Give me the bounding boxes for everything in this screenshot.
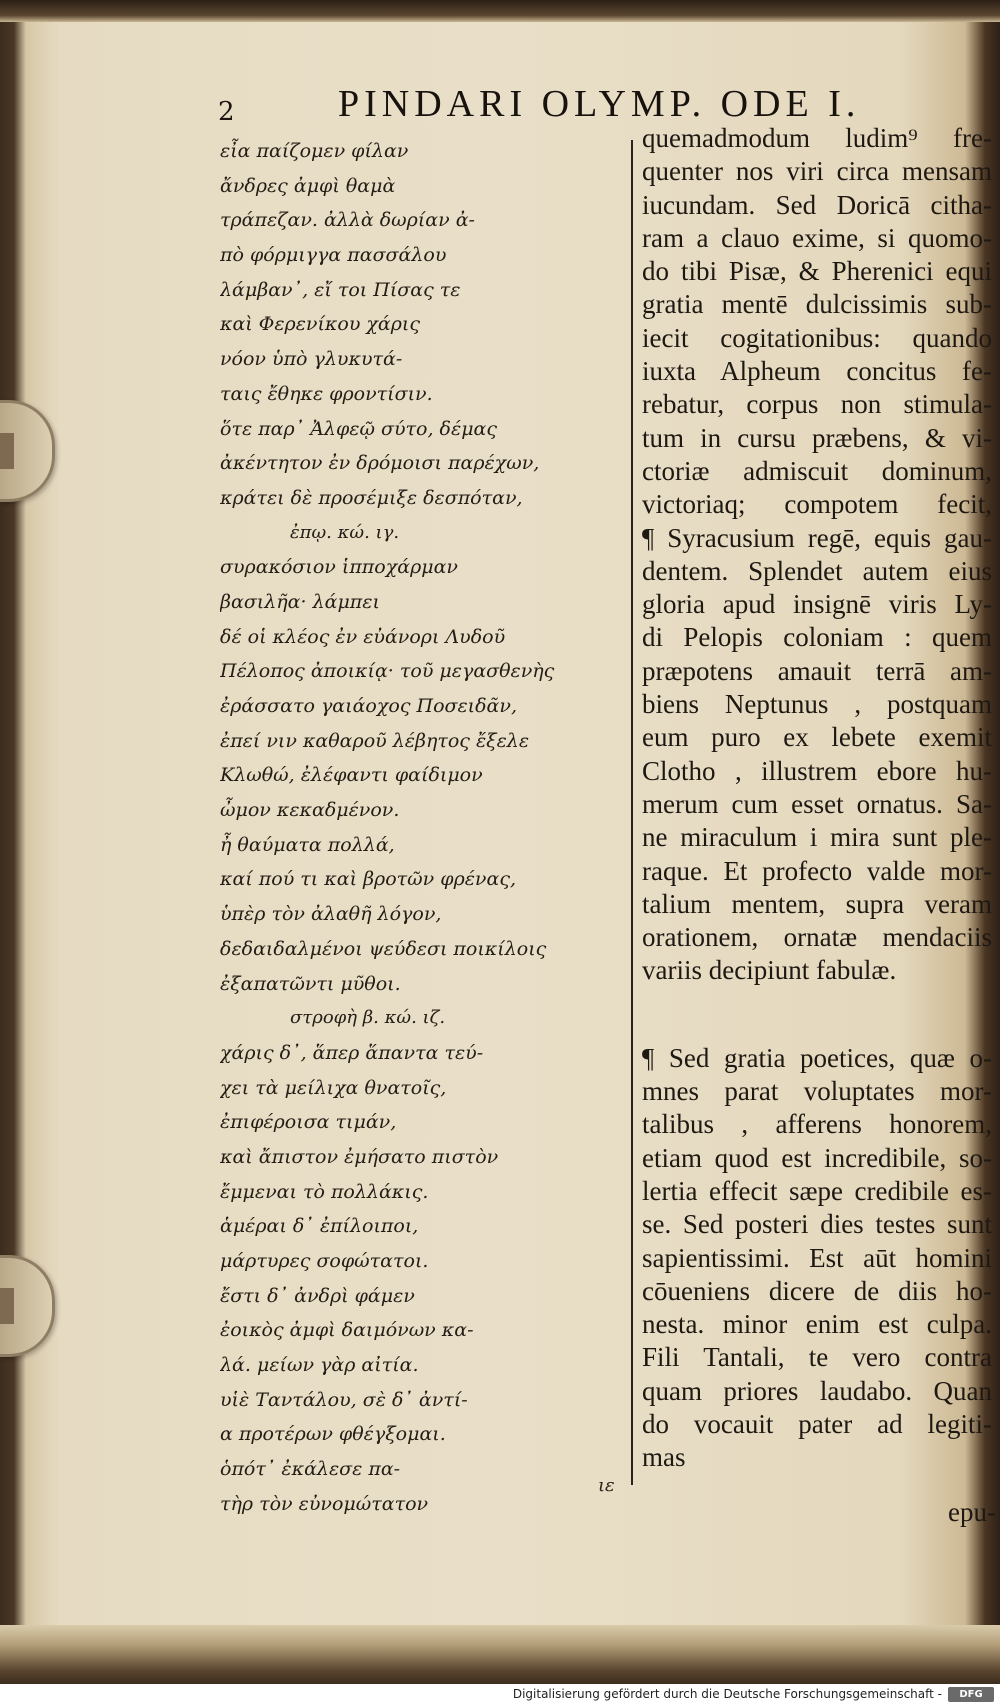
greek-line: ταις ἔθηκε φροντίσιν. xyxy=(220,382,433,405)
latin-line: variis decipiunt fabulæ. xyxy=(642,955,897,986)
latin-line: iuxta Alpheum concitus fe- xyxy=(642,356,992,387)
latin-line: mas xyxy=(642,1442,686,1473)
latin-line: eum puro ex lebete exemit xyxy=(642,722,992,753)
paragraph-gap xyxy=(642,988,992,1042)
greek-line: ὅτε παρ᾽ Ἀλφεῷ σύτο, δέμας xyxy=(220,417,498,440)
latin-line: cōueniens dicere de diis ho- xyxy=(642,1275,992,1306)
latin-line: Fili Tantali, te vero contra xyxy=(642,1342,992,1373)
greek-line: δέ οἱ κλέος ἐν εὐάνορι Λυδοῦ xyxy=(220,625,506,648)
book-top-edge xyxy=(0,0,1000,22)
latin-line: dentem. Splendet autem eius xyxy=(642,555,992,586)
page-number: 2 xyxy=(218,97,235,127)
binding-clasp-top xyxy=(0,400,55,502)
greek-line: χάρις δ᾽, ἅπερ ἅπαντα τεύ- xyxy=(220,1041,484,1064)
greek-line: ἔμμεναι τὸ πολλάκις. xyxy=(220,1180,429,1203)
latin-line: orationem, ornatæ mendaciis xyxy=(642,922,992,953)
footer-credit: Digitalisierung gefördert durch die Deutsche Forschungsgemeinschaft - xyxy=(512,1687,942,1701)
greek-text-column xyxy=(220,134,620,1522)
latin-line: gloria apud insignē viris Ly- xyxy=(642,589,992,620)
greek-line: στροφὴ β. κώ. ιζ. xyxy=(290,1007,446,1029)
latin-line: se. Sed posteri dies testes sunt xyxy=(642,1209,992,1240)
column-rule xyxy=(631,140,633,1485)
greek-line: ἐπῳ. κώ. ιγ. xyxy=(290,521,400,543)
greek-line: ἄνδρες ἀμφὶ θαμὰ xyxy=(220,174,396,197)
latin-line: ctoriæ admiscuit dominum, xyxy=(642,455,992,486)
greek-line: καὶ ἄπιστον ἐμήσατο πιστὸν xyxy=(220,1145,499,1168)
greek-line: ὑπὲρ τὸν ἀλαθῆ λόγον, xyxy=(220,903,442,926)
latin-line: do tibi Pisæ, & Pherenici equi xyxy=(642,256,992,287)
book-bottom-edge xyxy=(0,1625,1000,1685)
greek-line: Κλωθώ, ἐλέφαντι φαίδιμον xyxy=(220,764,483,787)
greek-line: ἦ θαύματα πολλά, xyxy=(220,833,395,856)
greek-line: χει τὰ μείλιχα θνατοῖς, xyxy=(220,1076,447,1099)
greek-line: βασιλῆα· λάμπει xyxy=(220,590,380,613)
side-mark: ιε xyxy=(598,1475,615,1496)
greek-line: ἐπεί νιν καθαροῦ λέβητος ἔξελε xyxy=(220,729,530,752)
latin-line: do vocauit pater ad legiti- xyxy=(642,1408,992,1439)
latin-line: raque. Et profecto valde mor- xyxy=(642,855,992,886)
latin-line: sapientissimi. Est aūt homini xyxy=(642,1242,992,1273)
latin-line: ram a clauo exime, si quomo- xyxy=(642,222,992,253)
greek-line: εἶα παίζομεν φίλαν xyxy=(220,140,409,162)
greek-line: α προτέρων φθέγξομαι. xyxy=(220,1423,446,1446)
latin-line: biens Neptunus , postquam xyxy=(642,689,992,720)
latin-line: Clotho , illustrem ebore hu- xyxy=(642,755,992,786)
greek-line: νόον ὑπὸ γλυκυτά- xyxy=(220,348,403,371)
latin-line: ne miraculum i mira sunt ple- xyxy=(642,822,992,853)
latin-line: mnes parat voluptates mor- xyxy=(642,1076,992,1107)
greek-line: ἔστι δ᾽ ἀνδρὶ φάμεν xyxy=(220,1284,415,1307)
greek-line: δεδαιδαλμένοι ψεύδεσι ποικίλοις xyxy=(220,937,547,960)
latin-line: talibus , afferens honorem, xyxy=(642,1109,992,1140)
greek-line: υἱὲ Ταντάλου, σὲ δ᾽ ἀντί- xyxy=(220,1388,468,1411)
greek-line: ἐξαπατῶντι μῦθοι. xyxy=(220,972,401,995)
latin-line: talium mentem, supra veram xyxy=(642,888,992,919)
latin-line: quenter nos viri circa mensam xyxy=(642,156,992,187)
greek-line: ἐράσσατο γαιάοχος Ποσειδᾶν, xyxy=(220,695,517,717)
latin-line: ¶ Sed gratia poetices, quæ o- xyxy=(642,1042,992,1073)
latin-line: nesta. minor enim est culpa. xyxy=(642,1309,992,1340)
latin-line: gratia mentē dulcissimis sub- xyxy=(642,289,992,320)
greek-line: πὸ φόρμιγγα πασσάλου xyxy=(220,244,447,267)
greek-line: ἐπιφέροισα τιμάν, xyxy=(220,1111,397,1134)
latin-line: lertia effecit sæpe credibile es- xyxy=(642,1175,992,1206)
latin-line: di Pelopis coloniam : quem xyxy=(642,622,992,653)
running-head: PINDARI OLYMP. ODE I. xyxy=(338,83,861,125)
binding-clasp-bottom xyxy=(0,1255,55,1357)
greek-line: ἀκέντητον ἐν δρόμοισι παρέχων, xyxy=(220,452,540,475)
digitization-footer xyxy=(0,1684,1000,1705)
latin-line: iucundam. Sed Doricā citha- xyxy=(642,189,992,220)
greek-line: λάμβαν᾽, εἴ τοι Πίσας τε xyxy=(220,278,461,301)
latin-line: quemadmodum ludim⁹ fre- xyxy=(642,123,992,153)
catchword: epu- xyxy=(948,1497,996,1527)
latin-line: ¶ Syracusium regē, equis gau- xyxy=(642,522,992,553)
greek-line: καί πού τι καὶ βροτῶν φρένας, xyxy=(220,868,516,891)
greek-line: λά. μείων γὰρ αἰτία. xyxy=(220,1354,419,1377)
latin-line: merum cum esset ornatus. Sa- xyxy=(642,788,992,819)
greek-line: συρακόσιον ἱπποχάρμαν xyxy=(220,556,458,579)
greek-line: ὁπότ᾽ ἐκάλεσε πα- xyxy=(220,1458,401,1481)
latin-line: tum in cursu præbens, & vi- xyxy=(642,422,992,453)
greek-line: ὦμον κεκαδμένον. xyxy=(220,799,400,822)
latin-line: rebatur, corpus non stimula- xyxy=(642,389,992,420)
greek-line: καὶ Φερενίκου χάρις xyxy=(220,313,421,336)
latin-line: victoriaq; compotem fecit, xyxy=(642,489,992,520)
greek-line: τὴρ τὸν εὐνομώτατον xyxy=(220,1492,429,1515)
greek-line: Πέλοπος ἀποικίᾳ· τοῦ μεγασθενὴς xyxy=(220,660,555,683)
latin-line: iecit cogitationibus: quando xyxy=(642,322,992,353)
greek-line: ἁμέραι δ᾽ ἐπίλοιποι, xyxy=(220,1215,419,1238)
greek-line: ἐοικὸς ἀμφὶ δαιμόνων κα- xyxy=(220,1319,474,1342)
latin-line: præpotens amauit terrā am- xyxy=(642,655,992,686)
latin-translation-column xyxy=(642,122,992,1475)
latin-line: quam priores laudabo. Quan xyxy=(642,1375,992,1406)
greek-line: μάρτυρες σοφώτατοι. xyxy=(220,1250,429,1272)
greek-line: τράπεζαν. ἀλλὰ δωρίαν ἀ- xyxy=(220,209,475,232)
dfg-logo: DFG xyxy=(948,1687,994,1702)
latin-line: etiam quod est incredibile, so- xyxy=(642,1142,992,1173)
greek-line: κράτει δὲ προσέμιξε δεσπόταν, xyxy=(220,486,523,509)
